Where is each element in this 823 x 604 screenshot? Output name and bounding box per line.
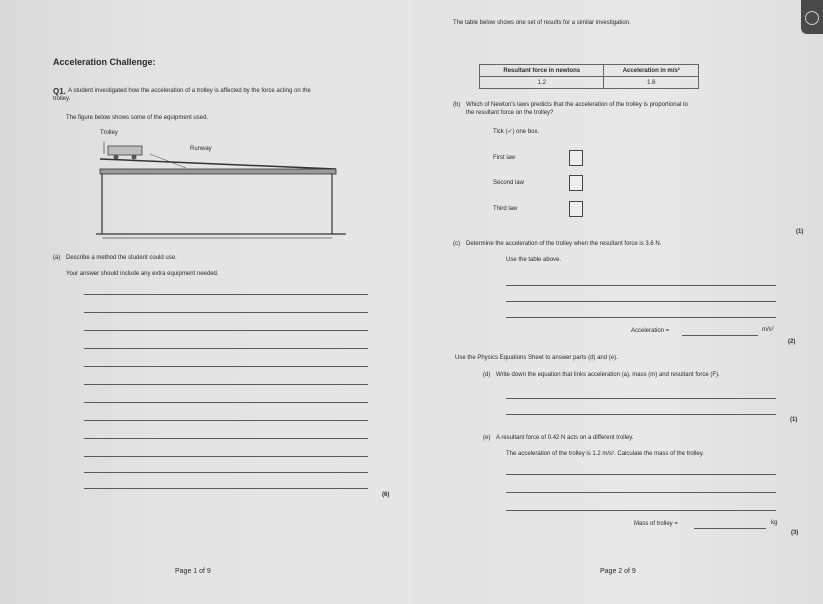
answer-line[interactable] bbox=[506, 492, 776, 493]
page-footer: Page 2 of 9 bbox=[600, 568, 636, 575]
option-third-law: Third law bbox=[493, 206, 518, 212]
trolley-wheel bbox=[114, 155, 119, 160]
answer-line[interactable] bbox=[84, 438, 368, 439]
answer-line[interactable] bbox=[506, 317, 776, 318]
answer-line[interactable] bbox=[506, 398, 776, 399]
answer-line[interactable] bbox=[506, 285, 776, 286]
part-e-text: A resultant force of 0.42 N acts on a different trolley. bbox=[496, 435, 634, 441]
mass-answer-line[interactable] bbox=[694, 528, 766, 529]
option-first-law: First law bbox=[493, 155, 516, 161]
checkbox-second-law[interactable] bbox=[569, 175, 583, 191]
table-header-row bbox=[480, 65, 699, 77]
answer-line[interactable] bbox=[84, 488, 368, 489]
marks-e: (3) bbox=[791, 530, 799, 536]
answer-line[interactable] bbox=[84, 472, 368, 473]
viewer-corner-button[interactable] bbox=[801, 0, 823, 34]
marks-d: (1) bbox=[790, 417, 798, 423]
extra-note: Your answer should include any extra equipment needed. bbox=[66, 271, 219, 277]
runway-label: Runway bbox=[190, 146, 212, 152]
answer-line[interactable] bbox=[84, 294, 368, 295]
answer-line[interactable] bbox=[84, 456, 368, 457]
equations-note: Use the Physics Equations Sheet to answer parts (d) and (e). bbox=[455, 355, 618, 361]
answer-line[interactable] bbox=[506, 474, 776, 475]
table-row bbox=[480, 77, 699, 89]
circle-icon bbox=[805, 11, 819, 25]
tick-instruction: Tick (✓) one box. bbox=[493, 129, 540, 135]
option-second-law: Second law bbox=[493, 180, 525, 186]
table-intro: The table below shows one set of results for a similar investigation. bbox=[453, 20, 631, 26]
table-header: Resultant force in newtons bbox=[480, 65, 604, 77]
acceleration-answer-line[interactable] bbox=[682, 335, 758, 336]
answer-line[interactable] bbox=[506, 510, 776, 511]
part-a-text: Describe a method the student could use. bbox=[66, 255, 177, 261]
figure-intro: The figure below shows some of the equipment used. bbox=[66, 115, 209, 121]
checkbox-first-law[interactable] bbox=[569, 150, 583, 166]
worksheet-heading: Acceleration Challenge: bbox=[53, 57, 156, 67]
part-d-label: (d) bbox=[483, 372, 491, 378]
page-footer: Page 1 of 9 bbox=[175, 568, 211, 575]
mass-unit: kg bbox=[771, 520, 778, 526]
use-table-note: Use the table above. bbox=[506, 257, 562, 263]
bench-top bbox=[100, 169, 336, 174]
part-a-label: (a) bbox=[53, 255, 61, 261]
answer-line[interactable] bbox=[84, 312, 368, 313]
mass-label: Mass of trolley = bbox=[634, 521, 678, 527]
trolley-label: Trolley bbox=[100, 130, 118, 136]
question-text-cont: trolley. bbox=[53, 96, 71, 102]
runway-ramp bbox=[100, 159, 336, 169]
results-table bbox=[479, 64, 699, 89]
answer-line[interactable] bbox=[84, 348, 368, 349]
part-c-text: Determine the acceleration of the trolley when the resultant force is 3.6 N. bbox=[466, 241, 662, 247]
marks-a: (6) bbox=[382, 492, 390, 498]
page-two bbox=[412, 0, 823, 604]
part-b-text: Which of Newton's laws predicts that the acceleration of the trolley is proportional to bbox=[466, 102, 688, 108]
marks-c: (2) bbox=[788, 339, 796, 345]
part-e-text-cont: The acceleration of the trolley is 1.2 m/s². Calculate the mass of the trolley. bbox=[506, 451, 704, 457]
part-b-label: (b) bbox=[453, 102, 461, 108]
table-header: Acceleration in m/s² bbox=[604, 65, 699, 77]
trolley-body bbox=[108, 146, 142, 155]
acceleration-label: Acceleration = bbox=[631, 328, 670, 334]
part-c-label: (c) bbox=[453, 241, 460, 247]
table-cell: 1.6 bbox=[604, 77, 699, 89]
answer-line[interactable] bbox=[84, 402, 368, 403]
part-b-text-cont: the resultant force on the trolley? bbox=[466, 110, 554, 116]
trolley-wheel bbox=[132, 155, 137, 160]
question-number: Q1. bbox=[53, 87, 66, 96]
marks-b: (1) bbox=[796, 229, 804, 235]
answer-line[interactable] bbox=[506, 301, 776, 302]
question-text: A student investigated how the acceleration of a trolley is affected by the force acting on the bbox=[68, 88, 311, 94]
table-cell: 1.2 bbox=[480, 77, 604, 89]
part-d-text: Write down the equation that links acceleration (a), mass (m) and resultant force (F). bbox=[496, 372, 720, 378]
answer-line[interactable] bbox=[84, 366, 368, 367]
answer-line[interactable] bbox=[84, 384, 368, 385]
acceleration-unit: m/s² bbox=[762, 327, 774, 333]
part-e-label: (e) bbox=[483, 435, 491, 441]
answer-line[interactable] bbox=[506, 414, 776, 415]
checkbox-third-law[interactable] bbox=[569, 201, 583, 217]
answer-line[interactable] bbox=[84, 420, 368, 421]
answer-line[interactable] bbox=[84, 330, 368, 331]
equipment-figure bbox=[96, 138, 346, 248]
